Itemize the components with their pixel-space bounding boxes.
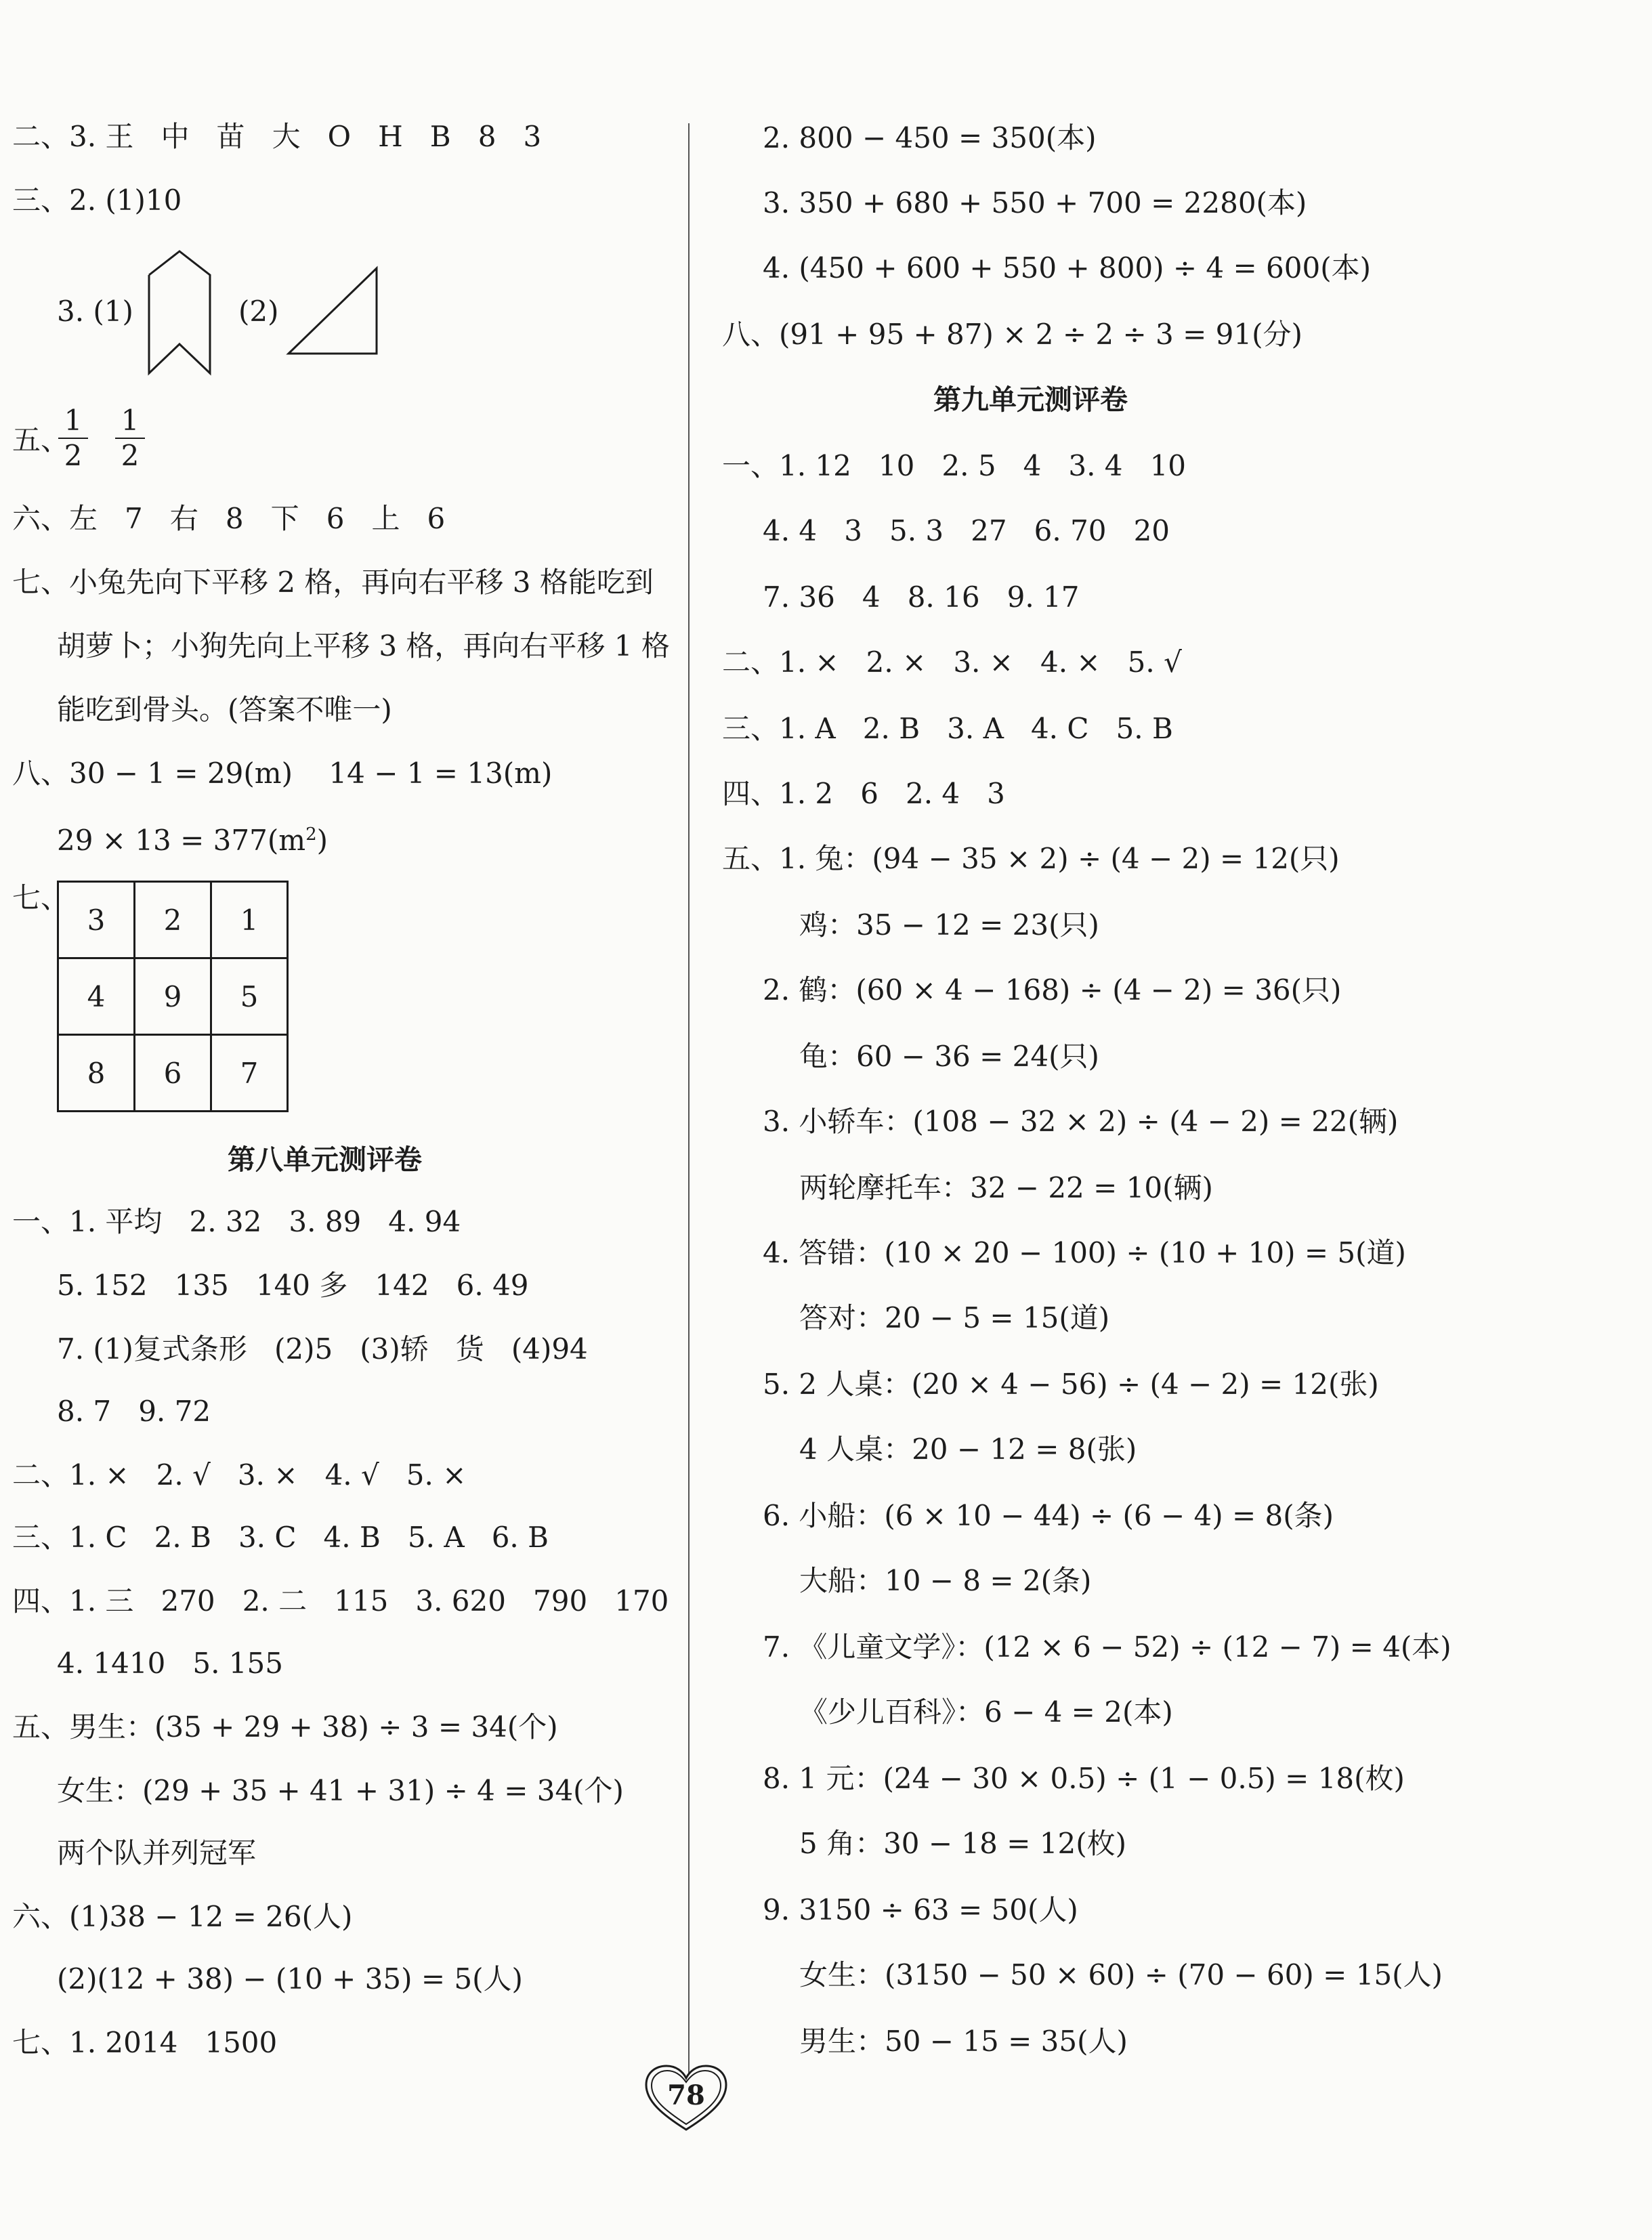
answer-line: 4. 4 3 5. 3 27 6. 70 20 <box>763 514 1170 547</box>
answer-line: 《少儿百科》：6 − 4 = 2(本) <box>799 1695 1173 1729</box>
fraction-numerator: 1 <box>58 404 88 439</box>
answer-line: 5. 2 人桌：(20 × 4 − 56) ÷ (4 − 2) = 12(张) <box>763 1368 1379 1401</box>
answer-line: 4. 答错：(10 × 20 − 100) ÷ (10 + 10) = 5(道) <box>763 1236 1406 1269</box>
shape-figure-2 <box>283 264 385 359</box>
grid-cell: 6 <box>135 1035 211 1112</box>
answer-line: 男生：50 − 15 = 35(人) <box>799 2025 1128 2058</box>
fraction-denominator: 2 <box>64 439 83 472</box>
column-divider <box>688 123 690 2074</box>
answer-line: 三、2. (1)10 <box>12 184 182 217</box>
section-title: 第八单元测评卷 <box>228 1143 422 1176</box>
answer-line: 鸡：35 − 12 = 23(只) <box>799 908 1099 942</box>
answer-line: 3. (1) <box>57 295 133 328</box>
section-title: 第九单元测评卷 <box>933 383 1128 416</box>
answer-line: 能吃到骨头。(答案不唯一) <box>57 693 392 726</box>
answer-line: 6. 小船：(6 × 10 − 44) ÷ (6 − 4) = 8(条) <box>763 1499 1334 1532</box>
answer-line: 7. 《儿童文学》：(12 × 6 − 52) ÷ (12 − 7) = 4(本) <box>763 1630 1452 1664</box>
answer-line: 5. 152 135 140 多 142 6. 49 <box>57 1269 529 1302</box>
fraction <box>115 404 145 473</box>
grid-cell: 3 <box>58 882 135 958</box>
answer-line: 8. 1 元：(24 − 30 × 0.5) ÷ (1 − 0.5) = 18(枚) <box>763 1762 1405 1795</box>
answer-line: 二、3. 王 中 苗 大 O H B 8 3 <box>12 120 542 153</box>
answer-line: 八、30 − 1 = 29(m) 14 − 1 = 13(m) <box>12 757 553 790</box>
grid-cell: 7 <box>211 1035 288 1112</box>
grid-cell: 9 <box>135 958 211 1035</box>
answer-line: 龟：60 − 36 = 24(只) <box>799 1040 1099 1073</box>
answer-line: 三、1. C 2. B 3. C 4. B 5. A 6. B <box>12 1521 549 1554</box>
answer-line: 六、(1)38 − 12 = 26(人) <box>12 1900 353 1933</box>
answer-line: 7. 36 4 8. 16 9. 17 <box>763 580 1080 614</box>
answer-line: 3. 小轿车：(108 − 32 × 2) ÷ (4 − 2) = 22(辆) <box>763 1105 1399 1138</box>
answer-line: 两个队并列冠军 <box>57 1836 257 1869</box>
answer-line: 五、 <box>12 423 70 457</box>
answer-line: 大船：10 − 8 = 2(条) <box>799 1564 1092 1597</box>
answer-line: 5 角：30 − 18 = 12(枚) <box>799 1827 1126 1860</box>
page-number <box>642 2062 730 2136</box>
page-number-text: 78 <box>667 2079 705 2111</box>
fraction-numerator: 1 <box>115 404 145 439</box>
grid-cell: 2 <box>135 882 211 958</box>
magic-square-grid <box>57 881 289 1112</box>
answer-line: 五、男生：(35 + 29 + 38) ÷ 3 = 34(个) <box>12 1710 558 1744</box>
area-text: 29 × 13 = 377(m <box>57 824 306 857</box>
answer-line: 四、1. 三 270 2. 二 115 3. 620 790 170 <box>12 1584 669 1618</box>
fraction <box>58 404 88 473</box>
grid-cell: 5 <box>211 958 288 1035</box>
answer-line: 2. 800 − 450 = 350(本) <box>763 121 1097 154</box>
answer-line: 二、1. × 2. √ 3. × 4. √ 5. × <box>12 1458 467 1492</box>
answer-line: 8. 7 9. 72 <box>57 1395 211 1428</box>
fraction-denominator: 2 <box>121 439 140 472</box>
shape-figure-1 <box>146 249 213 378</box>
answer-line: 3. 350 + 680 + 550 + 700 = 2280(本) <box>763 186 1307 219</box>
answer-line: 4 人桌：20 − 12 = 8(张) <box>799 1433 1137 1466</box>
answer-line: 七、小兔先向下平移 2 格，再向右平移 3 格能吃到 <box>12 566 654 599</box>
answer-line: 胡萝卜；小狗先向上平移 3 格，再向右平移 1 格 <box>57 629 670 662</box>
answer-line: 女生：(3150 − 50 × 60) ÷ (70 − 60) = 15(人) <box>799 1958 1443 1991</box>
area-text-end: ) <box>316 824 328 857</box>
answer-line: 女生：(29 + 35 + 41 + 31) ÷ 4 = 34(个) <box>57 1774 624 1807</box>
answer-line: 二、1. × 2. × 3. × 4. × 5. √ <box>722 646 1182 679</box>
answer-line: 2. 鹤：(60 × 4 − 168) ÷ (4 − 2) = 36(只) <box>763 973 1342 1007</box>
answer-line: 七、 <box>12 881 70 914</box>
answer-line: 7. (1)复式条形 (2)5 (3)轿 货 (4)94 <box>57 1332 588 1366</box>
answer-line: 4. (450 + 600 + 550 + 800) ÷ 4 = 600(本) <box>763 251 1371 284</box>
answer-line: (2)(12 + 38) − (10 + 35) = 5(人) <box>57 1962 523 1995</box>
answer-line: 八、(91 + 95 + 87) × 2 ÷ 2 ÷ 3 = 91(分) <box>722 318 1302 351</box>
answer-line: 4. 1410 5. 155 <box>57 1647 283 1680</box>
grid-cell: 4 <box>58 958 135 1035</box>
answer-line: 四、1. 2 6 2. 4 3 <box>722 777 1005 810</box>
answer-line: 答对：20 − 5 = 15(道) <box>799 1301 1110 1334</box>
superscript: 2 <box>305 824 317 845</box>
answer-line: 五、1. 兔：(94 − 35 × 2) ÷ (4 − 2) = 12(只) <box>722 842 1340 875</box>
answer-line: 六、左 7 右 8 下 6 上 6 <box>12 502 446 535</box>
answer-line: 一、1. 12 10 2. 5 4 3. 4 10 <box>722 449 1187 482</box>
grid-cell: 8 <box>58 1035 135 1112</box>
answer-line: (2) <box>238 295 279 328</box>
answer-line: 9. 3150 ÷ 63 = 50(人) <box>763 1893 1078 1926</box>
answer-line: 三、1. A 2. B 3. A 4. C 5. B <box>722 712 1173 745</box>
answer-line: 两轮摩托车：32 − 22 = 10(辆) <box>799 1171 1213 1204</box>
answer-line: 七、1. 2014 1500 <box>12 2026 278 2059</box>
grid-cell: 1 <box>211 882 288 958</box>
answer-line: 一、1. 平均 2. 32 3. 89 4. 94 <box>12 1205 461 1238</box>
answer-line <box>57 817 328 858</box>
